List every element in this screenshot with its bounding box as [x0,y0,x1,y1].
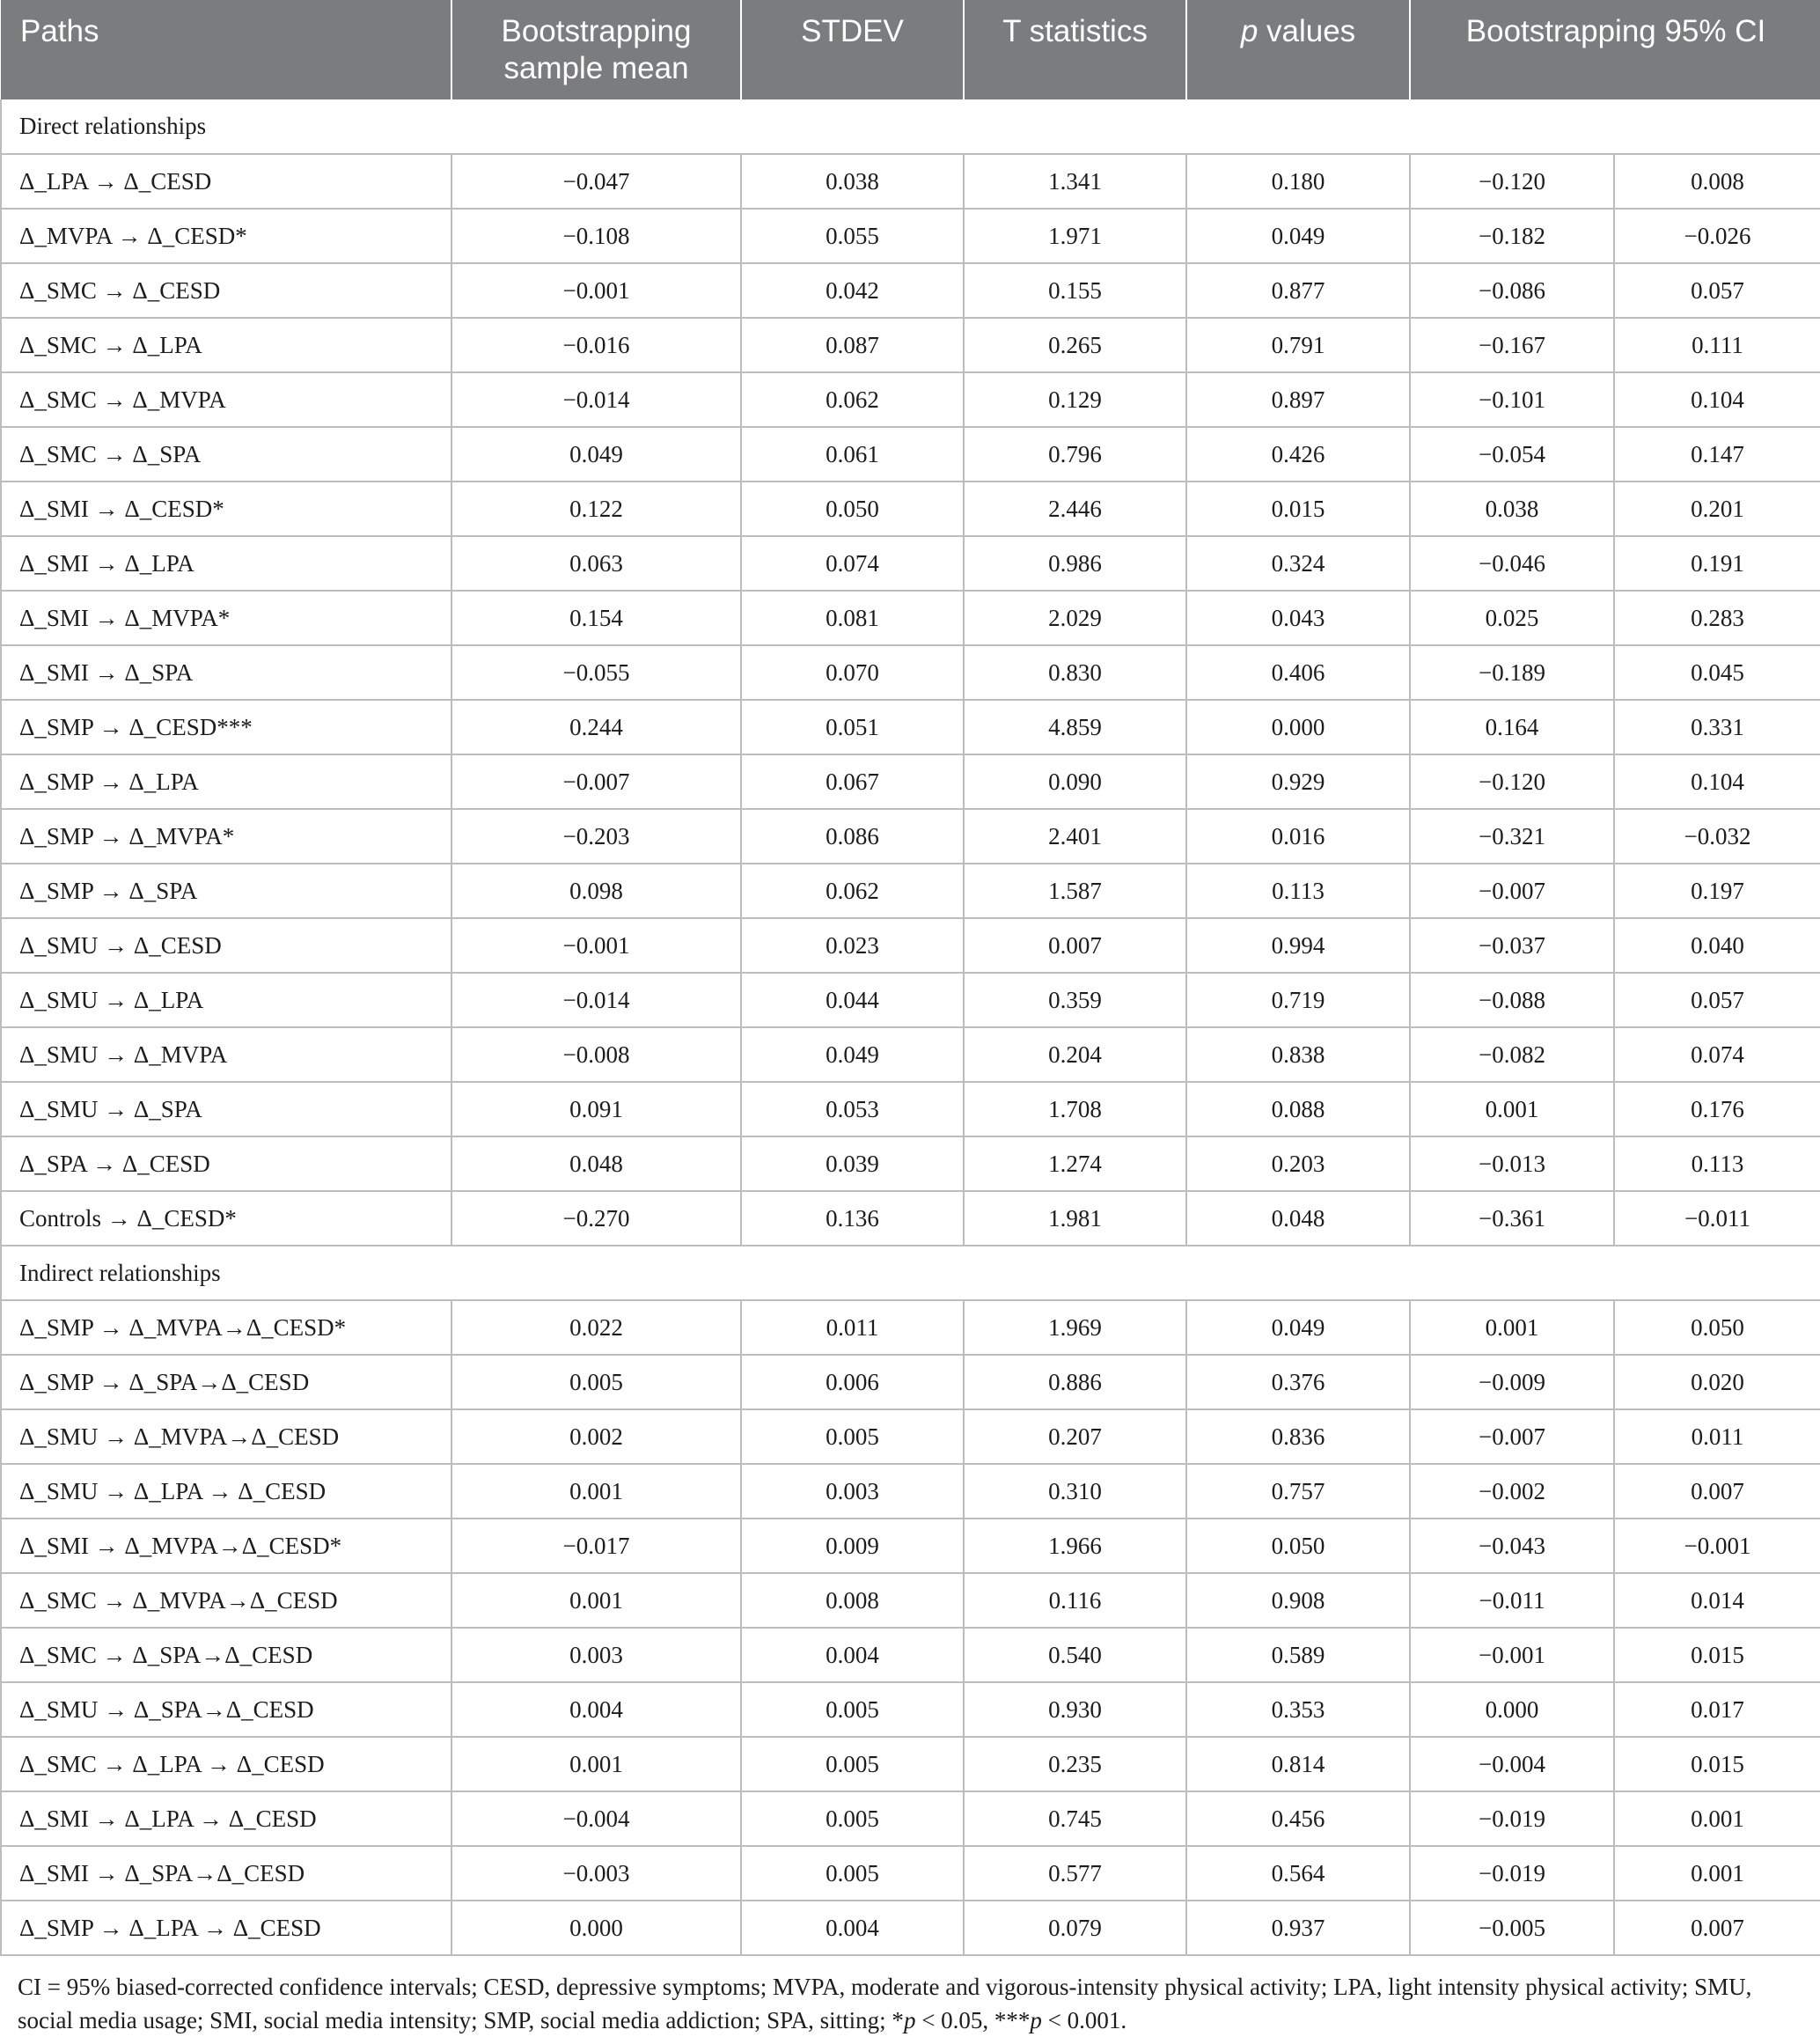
p-value-cell: 0.897 [1186,372,1410,427]
p-value-cell: 0.088 [1186,1082,1410,1136]
table-row [1,1355,1820,1409]
sample-mean-cell: 0.005 [451,1355,741,1409]
header-sample-mean [451,0,741,99]
footnote-line1: CI = 95% biased-corrected confidence intervals; CESD, depressive symptoms; MVPA, moderate and vigorous-intensity physical activity; LPA, light intensity physical activity; SMU, social [18,1974,1752,2033]
sample-mean-cell: 0.154 [451,591,741,645]
ci-lower-cell: 0.000 [1410,1682,1614,1737]
table-row [1,918,1820,973]
table-row [1,318,1820,372]
table-row [1,1082,1820,1136]
t-statistic-cell: 2.446 [964,482,1186,536]
p-value-cell: 0.048 [1186,1191,1410,1246]
footnote-line2-c: < 0.001. [1041,2007,1127,2033]
stdev-cell: 0.004 [741,1901,964,1955]
sample-mean-cell: −0.055 [451,645,741,700]
t-statistic-cell: 0.830 [964,645,1186,700]
path-cell: Δ_SMI → Δ_MVPA→Δ_CESD* [1,1519,451,1573]
stdev-cell: 0.044 [741,973,964,1027]
p-value-cell: 0.994 [1186,918,1410,973]
table-row [1,864,1820,918]
stdev-cell: 0.011 [741,1300,964,1355]
sample-mean-cell: −0.003 [451,1846,741,1901]
t-statistic-cell: 0.796 [964,427,1186,482]
p-value-cell: 0.015 [1186,482,1410,536]
path-cell: Δ_SMC → Δ_LPA → Δ_CESD [1,1737,451,1791]
sample-mean-cell: −0.203 [451,809,741,864]
path-cell: Δ_SMP → Δ_MVPA* [1,809,451,864]
stdev-cell: 0.003 [741,1464,964,1519]
t-statistic-cell: 0.116 [964,1573,1186,1628]
ci-lower-cell: −0.013 [1410,1136,1614,1191]
t-statistic-cell: 0.155 [964,263,1186,318]
ci-lower-cell: −0.046 [1410,536,1614,591]
sample-mean-cell: 0.048 [451,1136,741,1191]
stdev-cell: 0.055 [741,209,964,263]
t-statistic-cell: 1.971 [964,209,1186,263]
stdev-cell: 0.051 [741,700,964,754]
path-cell: Δ_SMP → Δ_SPA [1,864,451,918]
stdev-cell: 0.061 [741,427,964,482]
t-statistic-cell: 0.359 [964,973,1186,1027]
ci-lower-cell: −0.101 [1410,372,1614,427]
ci-upper-cell: 0.045 [1614,645,1820,700]
p-value-cell: 0.016 [1186,809,1410,864]
sample-mean-cell: −0.014 [451,973,741,1027]
p-value-cell: 0.050 [1186,1519,1410,1573]
ci-lower-cell: −0.001 [1410,1628,1614,1682]
p-value-cell: 0.456 [1186,1791,1410,1846]
ci-upper-cell: 0.017 [1614,1682,1820,1737]
table-row [1,1464,1820,1519]
ci-lower-cell: −0.189 [1410,645,1614,700]
ci-upper-cell: −0.011 [1614,1191,1820,1246]
table-row [1,1573,1820,1628]
path-cell: Δ_SMC → Δ_CESD [1,263,451,318]
path-cell: Δ_SMP → Δ_MVPA→Δ_CESD* [1,1300,451,1355]
ci-lower-cell: −0.361 [1410,1191,1614,1246]
table-row [1,754,1820,809]
ci-lower-cell: −0.043 [1410,1519,1614,1573]
table-row [1,700,1820,754]
t-statistic-cell: 0.090 [964,754,1186,809]
stdev-cell: 0.006 [741,1355,964,1409]
table-row [1,1519,1820,1573]
header-p-rest: values [1258,14,1356,48]
sample-mean-cell: −0.108 [451,209,741,263]
p-value-cell: 0.564 [1186,1846,1410,1901]
p-value-cell: 0.836 [1186,1409,1410,1464]
t-statistic-cell: 0.079 [964,1901,1186,1955]
p-value-cell: 0.000 [1186,700,1410,754]
footnote-p-italic-2: p [1030,2007,1042,2033]
sample-mean-cell: 0.001 [451,1464,741,1519]
sample-mean-cell: 0.001 [451,1573,741,1628]
ci-lower-cell: 0.001 [1410,1300,1614,1355]
table-row [1,809,1820,864]
stdev-cell: 0.042 [741,263,964,318]
path-cell: Δ_SMI → Δ_MVPA* [1,591,451,645]
stdev-cell: 0.004 [741,1628,964,1682]
section-row [1,1246,1820,1300]
ci-upper-cell: 0.111 [1614,318,1820,372]
p-value-cell: 0.113 [1186,864,1410,918]
t-statistic-cell: 1.981 [964,1191,1186,1246]
sample-mean-cell: −0.017 [451,1519,741,1573]
ci-lower-cell: −0.019 [1410,1846,1614,1901]
path-cell: Δ_SMP → Δ_LPA → Δ_CESD [1,1901,451,1955]
ci-lower-cell: −0.054 [1410,427,1614,482]
path-cell: Δ_SMC → Δ_SPA [1,427,451,482]
sample-mean-cell: −0.008 [451,1027,741,1082]
p-value-cell: 0.929 [1186,754,1410,809]
sample-mean-cell: −0.014 [451,372,741,427]
ci-lower-cell: −0.167 [1410,318,1614,372]
ci-upper-cell: 0.007 [1614,1901,1820,1955]
path-cell: Δ_SMU → Δ_LPA → Δ_CESD [1,1464,451,1519]
ci-upper-cell: 0.104 [1614,372,1820,427]
t-statistic-cell: 0.540 [964,1628,1186,1682]
stdev-cell: 0.005 [741,1737,964,1791]
ci-upper-cell: 0.040 [1614,918,1820,973]
ci-lower-cell: −0.009 [1410,1355,1614,1409]
path-cell: Δ_SMP → Δ_LPA [1,754,451,809]
table-row [1,1682,1820,1737]
ci-upper-cell: 0.074 [1614,1027,1820,1082]
ci-lower-cell: −0.082 [1410,1027,1614,1082]
path-cell: Δ_SMI → Δ_SPA [1,645,451,700]
ci-upper-cell: 0.191 [1614,536,1820,591]
ci-upper-cell: 0.014 [1614,1573,1820,1628]
sample-mean-cell: 0.049 [451,427,741,482]
sample-mean-cell: 0.004 [451,1682,741,1737]
stdev-cell: 0.009 [741,1519,964,1573]
table-footnote [0,1956,1820,2037]
p-value-cell: 0.908 [1186,1573,1410,1628]
path-cell: Δ_SMU → Δ_MVPA→Δ_CESD [1,1409,451,1464]
t-statistic-cell: 1.708 [964,1082,1186,1136]
table-row [1,973,1820,1027]
sample-mean-cell: 0.122 [451,482,741,536]
ci-lower-cell: −0.005 [1410,1901,1614,1955]
t-statistic-cell: 0.007 [964,918,1186,973]
ci-upper-cell: −0.026 [1614,209,1820,263]
ci-upper-cell: 0.104 [1614,754,1820,809]
table-row [1,1136,1820,1191]
ci-lower-cell: −0.004 [1410,1737,1614,1791]
header-paths: Paths [1,0,451,99]
p-value-cell: 0.203 [1186,1136,1410,1191]
path-cell: Δ_SMI → Δ_CESD* [1,482,451,536]
header-t-statistics: T statistics [964,0,1186,99]
path-cell: Δ_SMC → Δ_MVPA→Δ_CESD [1,1573,451,1628]
stdev-cell: 0.136 [741,1191,964,1246]
sample-mean-cell: −0.047 [451,154,741,209]
p-value-cell: 0.426 [1186,427,1410,482]
table-row [1,1901,1820,1955]
table-row [1,1791,1820,1846]
ci-lower-cell: 0.038 [1410,482,1614,536]
sample-mean-cell: 0.244 [451,700,741,754]
ci-lower-cell: −0.120 [1410,154,1614,209]
footnote-p-italic-1: p [903,2007,916,2033]
sample-mean-cell: 0.022 [451,1300,741,1355]
ci-upper-cell: 0.020 [1614,1355,1820,1409]
stdev-cell: 0.081 [741,591,964,645]
sample-mean-cell: −0.270 [451,1191,741,1246]
table-row [1,1409,1820,1464]
ci-lower-cell: −0.037 [1410,918,1614,973]
path-cell: Δ_SPA → Δ_CESD [1,1136,451,1191]
table-row [1,1628,1820,1682]
p-value-cell: 0.043 [1186,591,1410,645]
ci-lower-cell: 0.164 [1410,700,1614,754]
t-statistic-cell: 1.341 [964,154,1186,209]
ci-upper-cell: 0.057 [1614,973,1820,1027]
path-cell: Δ_SMI → Δ_SPA→Δ_CESD [1,1846,451,1901]
path-cell: Δ_SMU → Δ_SPA [1,1082,451,1136]
t-statistic-cell: 1.969 [964,1300,1186,1355]
table-row [1,591,1820,645]
p-value-cell: 0.937 [1186,1901,1410,1955]
ci-upper-cell: −0.032 [1614,809,1820,864]
path-cell: Δ_SMI → Δ_LPA → Δ_CESD [1,1791,451,1846]
stdev-cell: 0.039 [741,1136,964,1191]
footnote-line2-b: < 0.05, *** [915,2007,1031,2033]
header-row [1,0,1820,99]
t-statistic-cell: 0.129 [964,372,1186,427]
stdev-cell: 0.005 [741,1682,964,1737]
ci-upper-cell: −0.001 [1614,1519,1820,1573]
table-body [1,99,1820,1955]
path-cell: Δ_SMU → Δ_MVPA [1,1027,451,1082]
header-p-values [1186,0,1410,99]
t-statistic-cell: 0.207 [964,1409,1186,1464]
stdev-cell: 0.005 [741,1846,964,1901]
table-row [1,536,1820,591]
path-cell: Δ_SMU → Δ_SPA→Δ_CESD [1,1682,451,1737]
sample-mean-cell: 0.091 [451,1082,741,1136]
stdev-cell: 0.062 [741,372,964,427]
section-title: Indirect relationships [1,1246,1820,1300]
footnote-line2-a: media usage; SMI, social media intensity; SMP, social media addiction; SPA, sitting; * [78,2007,904,2033]
table-row [1,1846,1820,1901]
path-cell: Δ_LPA → Δ_CESD [1,154,451,209]
ci-upper-cell: 0.197 [1614,864,1820,918]
path-cell: Δ_SMU → Δ_CESD [1,918,451,973]
p-value-cell: 0.049 [1186,1300,1410,1355]
ci-lower-cell: −0.007 [1410,1409,1614,1464]
sample-mean-cell: −0.001 [451,263,741,318]
p-value-cell: 0.814 [1186,1737,1410,1791]
sample-mean-cell: −0.001 [451,918,741,973]
t-statistic-cell: 0.204 [964,1027,1186,1082]
ci-upper-cell: 0.050 [1614,1300,1820,1355]
p-value-cell: 0.049 [1186,209,1410,263]
ci-lower-cell: −0.011 [1410,1573,1614,1628]
sample-mean-cell: 0.003 [451,1628,741,1682]
p-value-cell: 0.180 [1186,154,1410,209]
ci-upper-cell: 0.201 [1614,482,1820,536]
stdev-cell: 0.053 [741,1082,964,1136]
header-stdev: STDEV [741,0,964,99]
table-row [1,427,1820,482]
ci-lower-cell: −0.019 [1410,1791,1614,1846]
ci-lower-cell: −0.120 [1410,754,1614,809]
ci-upper-cell: 0.001 [1614,1846,1820,1901]
stdev-cell: 0.070 [741,645,964,700]
stdev-cell: 0.067 [741,754,964,809]
sample-mean-cell: 0.000 [451,1901,741,1955]
p-value-cell: 0.376 [1186,1355,1410,1409]
t-statistic-cell: 0.577 [964,1846,1186,1901]
t-statistic-cell: 2.029 [964,591,1186,645]
stdev-cell: 0.005 [741,1409,964,1464]
ci-lower-cell: −0.086 [1410,263,1614,318]
stdev-cell: 0.050 [741,482,964,536]
ci-lower-cell: 0.001 [1410,1082,1614,1136]
section-title: Direct relationships [1,99,1820,154]
t-statistic-cell: 4.859 [964,700,1186,754]
p-value-cell: 0.406 [1186,645,1410,700]
ci-lower-cell: −0.182 [1410,209,1614,263]
p-value-cell: 0.589 [1186,1628,1410,1682]
path-cell: Δ_SMU → Δ_LPA [1,973,451,1027]
table-row [1,263,1820,318]
section-row [1,99,1820,154]
t-statistic-cell: 1.274 [964,1136,1186,1191]
p-value-cell: 0.877 [1186,263,1410,318]
stdev-cell: 0.008 [741,1573,964,1628]
sample-mean-cell: −0.004 [451,1791,741,1846]
t-statistic-cell: 0.235 [964,1737,1186,1791]
p-value-cell: 0.838 [1186,1027,1410,1082]
ci-upper-cell: 0.008 [1614,154,1820,209]
path-cell: Δ_SMC → Δ_SPA→Δ_CESD [1,1628,451,1682]
ci-lower-cell: −0.088 [1410,973,1614,1027]
sample-mean-cell: −0.016 [451,318,741,372]
ci-upper-cell: 0.007 [1614,1464,1820,1519]
ci-upper-cell: 0.001 [1614,1791,1820,1846]
ci-upper-cell: 0.176 [1614,1082,1820,1136]
t-statistic-cell: 0.310 [964,1464,1186,1519]
p-value-cell: 0.353 [1186,1682,1410,1737]
path-cell: Δ_SMP → Δ_CESD*** [1,700,451,754]
ci-upper-cell: 0.147 [1614,427,1820,482]
table-row [1,1737,1820,1791]
sample-mean-cell: 0.063 [451,536,741,591]
ci-lower-cell: −0.321 [1410,809,1614,864]
ci-upper-cell: 0.011 [1614,1409,1820,1464]
t-statistic-cell: 2.401 [964,809,1186,864]
table-row [1,482,1820,536]
path-cell: Δ_SMI → Δ_LPA [1,536,451,591]
ci-upper-cell: 0.015 [1614,1737,1820,1791]
ci-upper-cell: 0.331 [1614,700,1820,754]
ci-upper-cell: 0.113 [1614,1136,1820,1191]
table-row [1,154,1820,209]
stdev-cell: 0.023 [741,918,964,973]
p-value-cell: 0.719 [1186,973,1410,1027]
table-row [1,372,1820,427]
t-statistic-cell: 0.745 [964,1791,1186,1846]
t-statistic-cell: 1.966 [964,1519,1186,1573]
stdev-cell: 0.005 [741,1791,964,1846]
path-cell: Δ_MVPA → Δ_CESD* [1,209,451,263]
stdev-cell: 0.087 [741,318,964,372]
ci-lower-cell: −0.007 [1410,864,1614,918]
ci-lower-cell: −0.002 [1410,1464,1614,1519]
ci-lower-cell: 0.025 [1410,591,1614,645]
sample-mean-cell: 0.002 [451,1409,741,1464]
t-statistic-cell: 0.986 [964,536,1186,591]
table-row [1,1027,1820,1082]
p-value-cell: 0.757 [1186,1464,1410,1519]
table-row [1,209,1820,263]
header-sample-mean-line2: sample mean [503,51,689,85]
sample-mean-cell: 0.001 [451,1737,741,1791]
table-row [1,645,1820,700]
path-cell: Δ_SMC → Δ_LPA [1,318,451,372]
sample-mean-cell: 0.098 [451,864,741,918]
t-statistic-cell: 1.587 [964,864,1186,918]
t-statistic-cell: 0.265 [964,318,1186,372]
path-cell: Controls → Δ_CESD* [1,1191,451,1246]
stdev-cell: 0.062 [741,864,964,918]
header-sample-mean-line1: Bootstrapping [501,14,692,48]
t-statistic-cell: 0.886 [964,1355,1186,1409]
path-cell: Δ_SMC → Δ_MVPA [1,372,451,427]
ci-upper-cell: 0.015 [1614,1628,1820,1682]
header-p-italic: p [1240,14,1259,48]
ci-upper-cell: 0.057 [1614,263,1820,318]
stdev-cell: 0.074 [741,536,964,591]
table-row [1,1300,1820,1355]
stdev-cell: 0.086 [741,809,964,864]
header-bootstrapping-ci: Bootstrapping 95% CI [1410,0,1820,99]
sample-mean-cell: −0.007 [451,754,741,809]
t-statistic-cell: 0.930 [964,1682,1186,1737]
stdev-cell: 0.049 [741,1027,964,1082]
p-value-cell: 0.791 [1186,318,1410,372]
stdev-cell: 0.038 [741,154,964,209]
p-value-cell: 0.324 [1186,536,1410,591]
table-header [1,0,1820,99]
table-row [1,1191,1820,1246]
ci-upper-cell: 0.283 [1614,591,1820,645]
path-cell: Δ_SMP → Δ_SPA→Δ_CESD [1,1355,451,1409]
